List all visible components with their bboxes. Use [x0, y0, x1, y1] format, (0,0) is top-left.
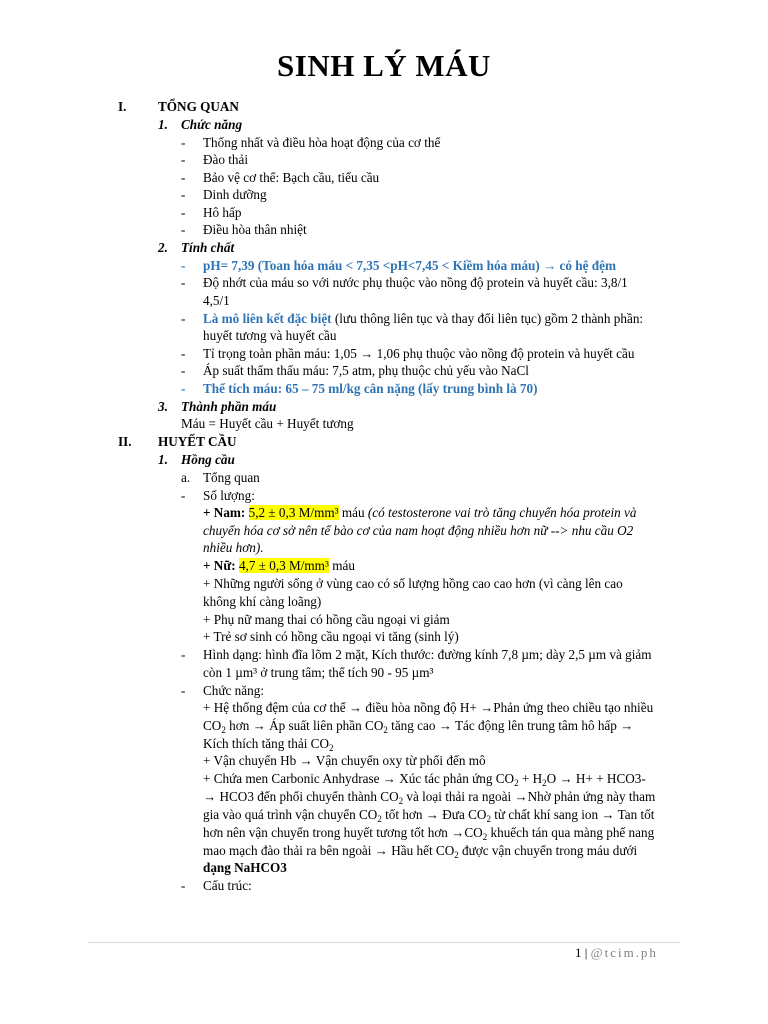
female-value: 4,7 ± 0,3 M/mm³ — [238, 558, 329, 573]
text-run: → HCO3 đến phổi chuyển thành CO — [203, 789, 399, 804]
text-run: CO — [203, 718, 222, 733]
list-item: Đào thải — [203, 152, 249, 167]
function-line: dạng NaHCO3 — [203, 860, 287, 875]
male-note-continued: chuyển hóa cơ sở nên tế bào cơ của nam hoạt động nhiều hơn nữ --> nhu cầu O2 — [203, 523, 634, 538]
viscosity-item: Độ nhớt của máu so với nước phụ thuộc vào nồng độ protein và huyết cầu: 3,8/1 — [203, 275, 628, 290]
male-count-line — [203, 504, 636, 521]
text-run: + Chứa men Carbonic Anhydrase → Xúc tác phản ứng CO — [203, 771, 515, 786]
subscript: 2 — [482, 832, 488, 842]
female-unit: máu — [328, 558, 355, 573]
male-note-continued: nhiều hơn). — [203, 540, 264, 555]
list-item: Tổng quan — [203, 470, 260, 485]
function-line — [203, 824, 654, 841]
subsection-heading: Chức năng — [181, 117, 243, 132]
footer-brand: @tcim.ph — [590, 945, 658, 960]
section-number: I. — [118, 99, 127, 114]
subscript: 2 — [542, 778, 547, 788]
function-label: Chức năng: — [203, 683, 264, 698]
male-note: (có testosterone vai trò tăng chuyển hóa protein và — [367, 505, 637, 520]
tissue-item-continued: huyết tương và huyết cầu — [203, 328, 337, 343]
text-run: tốt hơn → Đưa CO — [381, 807, 487, 822]
list-bullet: - — [181, 647, 186, 662]
pregnancy-item: + Phụ nữ mang thai có hồng cầu ngoại vi giảm — [203, 612, 450, 627]
tissue-rest: (lưu thông liên tục và thay đổi liên tục) gồm 2 thành phần: — [331, 311, 644, 326]
list-bullet: - — [181, 222, 186, 237]
list-item: Điều hòa thân nhiệt — [203, 222, 307, 237]
function-line: + Hệ thống đệm của cơ thể → điều hòa nồng độ H+ →Phản ứng theo chiều tạo nhiều — [203, 700, 654, 715]
tissue-item — [203, 310, 643, 327]
list-bullet: - — [181, 135, 186, 150]
altitude-item-continued: không khí càng loãng) — [203, 594, 322, 609]
text-run: được vận chuyển trong máu dưới — [458, 843, 638, 858]
page-title: SINH LÝ MÁU — [277, 48, 491, 83]
list-bullet: - — [181, 152, 186, 167]
subsection-number: 3. — [158, 399, 168, 414]
subscript: 2 — [454, 850, 459, 860]
text-run: khuếch tán qua màng phế nang — [487, 825, 655, 840]
function-line: + Vận chuyển Hb → Vận chuyển oxy từ phổi đến mô — [203, 753, 486, 768]
list-item: Bảo vệ cơ thể: Bạch cầu, tiểu cầu — [203, 170, 380, 185]
shape-item: Hình dạng: hình đĩa lõm 2 mặt, Kích thước: đường kính 7,8 µm; dày 2,5 µm và giảm — [203, 647, 652, 662]
female-label: + Nữ: — [203, 558, 236, 573]
osmotic-item: Áp suất thẩm thấu máu: 7,5 atm, phụ thuộc chủ yếu vào NaCl — [203, 363, 529, 378]
function-line — [203, 735, 334, 752]
list-bullet: - — [181, 311, 186, 326]
text-run: + H — [518, 771, 543, 786]
list-item: Thống nhất và điều hòa hoạt động của cơ thể — [203, 135, 441, 150]
male-label: + Nam: — [203, 505, 246, 520]
text-run: Kích thích tăng thải CO — [203, 736, 329, 751]
list-bullet: - — [181, 258, 186, 273]
subscript: 2 — [377, 814, 382, 824]
text-run: O → H+ + HCO3- — [546, 771, 646, 786]
list-bullet: - — [181, 381, 186, 396]
altitude-item: + Những người sống ở vùng cao có số lượng hồng cao cao hơn (vì càng lên cao — [203, 576, 623, 591]
text-run: từ chất khí sang ion → Tan tốt — [490, 807, 655, 822]
page-footer — [575, 945, 658, 961]
tissue-bold: Là mô liên kết đặc biệt — [203, 311, 332, 326]
list-bullet: - — [181, 170, 186, 185]
subscript: 2 — [383, 725, 388, 735]
text-run: và loại thải ra ngoài →Nhờ phản ứng này tham — [403, 789, 656, 804]
text-run: hơn nên vận chuyển trong huyết tương tốt hơn →CO — [203, 825, 483, 840]
list-bullet: - — [181, 187, 186, 202]
subsection-heading: Thành phần máu — [181, 399, 277, 414]
function-line — [203, 770, 646, 787]
list-bullet: - — [181, 683, 186, 698]
text-run: tăng cao → Tác động lên trung tâm hô hấp → — [387, 718, 634, 733]
list-bullet: - — [181, 488, 186, 503]
page-number: 1 — [575, 945, 582, 960]
volume-item: Thể tích máu: 65 – 75 ml/kg cân nặng (lấy trung bình là 70) — [203, 381, 538, 396]
subsection-number: 1. — [158, 452, 168, 467]
viscosity-item-continued: 4,5/1 — [203, 293, 230, 308]
text-run: mao mạch đào thải ra bên ngoài → Hầu hết CO — [203, 843, 455, 858]
density-item: Tỉ trọng toàn phần máu: 1,05 → 1,06 phụ thuộc vào nồng độ protein và huyết cầu — [203, 346, 635, 361]
subscript: 2 — [221, 725, 226, 735]
list-item: Dinh dưỡng — [203, 187, 267, 202]
text-run: gia vào quá trình vận chuyển CO — [203, 807, 378, 822]
list-item: Hô hấp — [203, 205, 242, 220]
composition-text: Máu = Huyết cầu + Huyết tương — [181, 416, 354, 431]
list-bullet: - — [181, 205, 186, 220]
subscript: 2 — [398, 796, 404, 806]
count-label: Số lượng: — [203, 488, 255, 503]
section-heading: HUYẾT CẦU — [158, 434, 237, 449]
female-count-line — [203, 557, 355, 574]
text-run: hơn → Áp suất liên phần CO — [225, 718, 384, 733]
male-unit: máu — [338, 505, 368, 520]
list-bullet: - — [181, 363, 186, 378]
function-line — [203, 842, 637, 859]
list-bullet: - — [181, 275, 186, 290]
list-bullet: - — [181, 346, 186, 361]
section-number: II. — [118, 434, 132, 449]
male-value: 5,2 ± 0,3 M/mm³ — [248, 505, 339, 520]
subscript: 2 — [329, 743, 334, 753]
subsection-number: 1. — [158, 117, 168, 132]
shape-item-continued: còn 1 µm³ ở trung tâm; thể tích 90 - 95 µm³ — [203, 665, 434, 680]
list-letter: a. — [181, 470, 191, 485]
section-heading: TỔNG QUAN — [158, 99, 239, 114]
structure-label: Cấu trúc: — [203, 878, 252, 893]
subscript: 2 — [514, 778, 519, 788]
function-line — [203, 806, 654, 823]
ph-item: pH= 7,39 (Toan hóa máu < 7,35 <pH<7,45 < Kiềm hóa máu) → có hệ đệm — [203, 258, 616, 273]
function-line — [203, 717, 633, 734]
list-bullet: - — [181, 878, 186, 893]
subsection-number: 2. — [158, 240, 168, 255]
subsection-heading: Hồng cầu — [181, 452, 235, 467]
footer-separator: | — [581, 945, 591, 960]
footer-divider — [88, 942, 680, 943]
subsection-heading: Tính chất — [181, 240, 235, 255]
subscript: 2 — [486, 814, 491, 824]
function-line — [203, 788, 655, 805]
newborn-item: + Trẻ sơ sinh có hồng cầu ngoại vi tăng (sinh lý) — [203, 629, 459, 644]
